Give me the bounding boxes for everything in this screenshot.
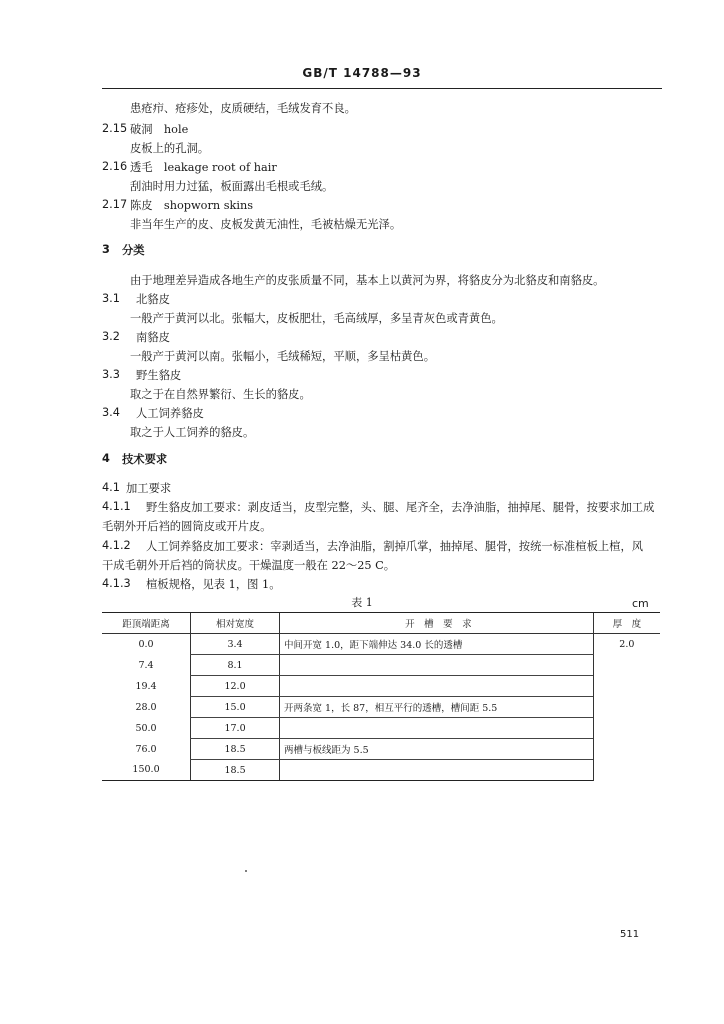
table-cell: 8.1 [191, 655, 280, 676]
text-line: 取之于人工饲养的貉皮。 [130, 426, 255, 439]
text-line: 刮油时用力过猛，板面露出毛根或毛绒。 [130, 180, 334, 193]
table-caption: 表 1 [351, 596, 373, 609]
section-title: 北貉皮 [136, 293, 170, 306]
section-number: 4.1 [102, 481, 120, 494]
section-number: 2.15 [102, 122, 128, 135]
table-header: 距顶端距离 [102, 613, 191, 634]
spec-table [102, 612, 660, 781]
section-title: 技术要求 [122, 452, 168, 466]
table-cell: 中间开宽 1.0，距下端伸达 34.0 长的透槽 [280, 634, 594, 655]
table-row [102, 760, 660, 781]
table-cell: 两槽与板线距为 5.5 [280, 739, 594, 760]
page-header: GB/T 14788—93 [302, 66, 422, 80]
text-line: 人工饲养貉皮加工要求：宰剥适当，去净油脂，割掉爪掌，抽掉尾、腿骨，按统一标准楦板上楦，风 [146, 540, 644, 553]
table-row [102, 739, 660, 760]
section-title: 加工要求 [126, 482, 172, 495]
text-line: 毛朝外开后裆的圆筒皮或开片皮。 [102, 520, 272, 533]
section-number: 3.1 [102, 292, 120, 305]
section-number: 4 [102, 452, 110, 465]
section-title: 人工饲养貉皮 [136, 407, 204, 420]
text-line: 一般产于黄河以南。张幅小，毛绒稀短，平顺，多呈枯黄色。 [130, 350, 436, 363]
section-number: 4.1.1 [102, 500, 131, 513]
text-line: 非当年生产的皮、皮板发黄无油性，毛被枯燥无光泽。 [130, 218, 402, 231]
table-header: 相对宽度 [191, 613, 280, 634]
text-line: 患疮疖、疮疹处，皮质硬结，毛绒发育不良。 [130, 102, 356, 115]
table-cell [280, 760, 594, 781]
section-title: 南貉皮 [136, 331, 170, 344]
text-line: 野生貉皮加工要求：剥皮适当，皮型完整，头、腿、尾齐全，去净油脂，抽掉尾、腿骨，按要求加工成 [146, 501, 655, 514]
table-cell: 3.4 [191, 634, 280, 655]
table-cell: 7.4 [138, 659, 154, 671]
scan-speck [245, 870, 247, 872]
section-number: 2.17 [102, 198, 128, 211]
table-cell: 18.5 [191, 760, 280, 781]
section-number: 3.3 [102, 368, 120, 381]
table-cell [280, 676, 594, 697]
table-cell [280, 655, 594, 676]
table-cell: 76.0 [135, 743, 157, 755]
table-cell: 15.0 [191, 697, 280, 718]
text-line: 由于地理差异造成各地生产的皮张质量不同，基本上以黄河为界，将貉皮分为北貉皮和南貉皮。 [130, 274, 605, 287]
text-line: 取之于在自然界繁衍、生长的貉皮。 [130, 388, 311, 401]
section-title: 陈皮 shopworn skins [130, 199, 254, 212]
thickness-cell [593, 634, 660, 781]
thickness-value: 2.0 [619, 639, 635, 650]
table-row [102, 676, 660, 697]
table-cell: 18.5 [191, 739, 280, 760]
section-number: 3.4 [102, 406, 120, 419]
text-line: 一般产于黄河以北。张幅大，皮板肥壮，毛高绒厚，多呈青灰色或青黄色。 [130, 312, 503, 325]
table-cell: 28.0 [135, 701, 157, 713]
table-row [102, 634, 660, 655]
table-cell: 12.0 [191, 676, 280, 697]
table-cell: 19.4 [135, 680, 157, 692]
table-cell: 开两条宽 1，长 87，相互平行的透槽，槽间距 5.5 [280, 697, 594, 718]
table-row [102, 697, 660, 718]
table-row [102, 718, 660, 739]
header-rule [102, 88, 662, 89]
table-cell [280, 718, 594, 739]
section-title: 分类 [122, 243, 145, 257]
section-number: 4.1.2 [102, 539, 131, 552]
text-line: 干成毛朝外开后裆的筒状皮。干燥温度一般在 22～25 C。 [102, 559, 396, 572]
section-number: 2.16 [102, 160, 128, 173]
table-header: 开 槽 要 求 [280, 613, 594, 634]
section-title: 透毛 leakage root of hair [130, 161, 277, 174]
section-title: 野生貉皮 [136, 369, 182, 382]
text-line: 皮板上的孔洞。 [130, 142, 210, 155]
table-cell: 0.0 [138, 638, 154, 650]
text-line: 楦板规格，见表 1，图 1。 [146, 578, 281, 591]
section-number: 4.1.3 [102, 577, 131, 590]
table-cell: 17.0 [191, 718, 280, 739]
table-unit: cm [632, 597, 649, 610]
section-title: 破洞 hole [130, 123, 189, 136]
section-number: 3 [102, 243, 110, 256]
table-header: 厚 度 [593, 613, 660, 634]
table-row [102, 655, 660, 676]
table-cell: 150.0 [102, 760, 191, 781]
table-cell: 50.0 [135, 722, 157, 734]
section-number: 3.2 [102, 330, 120, 343]
page-number: 511 [620, 929, 640, 940]
